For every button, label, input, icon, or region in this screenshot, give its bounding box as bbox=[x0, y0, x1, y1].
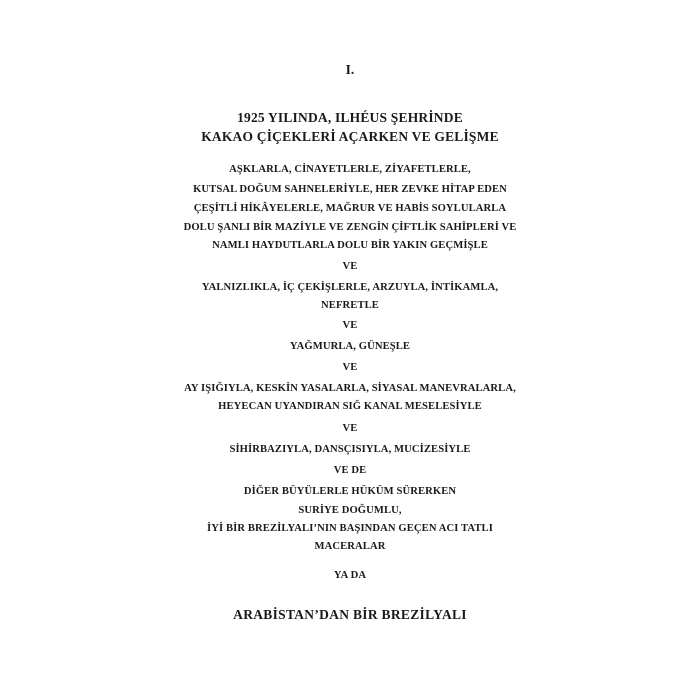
conjunction-line: VE DE bbox=[333, 465, 367, 476]
body-line: SİHİRBAZIYLA, DANSÇISIYLA, MUCİZESİYLE bbox=[229, 444, 471, 455]
body-line: YALNIZLIKLA, İÇ ÇEKİŞLERLE, ARZUYLA, İNTİKAMLA, bbox=[201, 282, 499, 293]
chapter-number: I. bbox=[345, 62, 355, 77]
conjunction-line: VE bbox=[342, 423, 358, 434]
body-line: NEFRETLE bbox=[321, 300, 379, 311]
body-line: SURİYE DOĞUMLU, bbox=[298, 505, 402, 516]
body-line: DOLU ŞANLI BİR MAZİYLE VE ZENGİN ÇİFTLİK SAHİPLERİ VE bbox=[183, 222, 517, 233]
body-line: KUTSAL DOĞUM SAHNELERİYLE, HER ZEVKE HİTAP EDEN bbox=[193, 184, 507, 195]
chapter-title-line-1: 1925 YILINDA, ILHÉUS ŞEHRİNDE bbox=[237, 110, 463, 125]
body-line: İYİ BİR BREZİLYALI’NIN BAŞINDAN GEÇEN ACI TATLI bbox=[207, 523, 493, 534]
body-line: AŞKLARLA, CİNAYETLERLE, ZİYAFETLERLE, bbox=[229, 164, 471, 175]
chapter-title-line-2: KAKAO ÇİÇEKLERİ AÇARKEN VE GELİŞME bbox=[201, 129, 499, 144]
body-line: DİĞER BÜYÜLERLE HÜKÜM SÜRERKEN bbox=[243, 486, 457, 497]
conjunction-line: VE bbox=[342, 320, 358, 331]
body-line: YAĞMURLA, GÜNEŞLE bbox=[289, 341, 411, 352]
body-line: ÇEŞİTLİ HİKÂYELERLE, MAĞRUR VE HABİS SOYLULARLA bbox=[193, 203, 507, 214]
conjunction-line: VE bbox=[342, 261, 358, 272]
book-subtitle: ARABİSTAN’DAN BİR BREZİLYALI bbox=[233, 607, 467, 622]
body-line: NAMLI HAYDUTLARLA DOLU BİR YAKIN GEÇMİŞLE bbox=[212, 240, 488, 251]
body-line: MACERALAR bbox=[314, 541, 386, 552]
body-line: HEYECAN UYANDIRAN SIĞ KANAL MESELESİYLE bbox=[218, 401, 482, 412]
body-line: AY IŞIĞIYLA, KESKİN YASALARLA, SİYASAL MANEVRALARLA, bbox=[184, 383, 516, 394]
conjunction-line: YA DA bbox=[333, 570, 367, 581]
conjunction-line: VE bbox=[342, 362, 358, 373]
